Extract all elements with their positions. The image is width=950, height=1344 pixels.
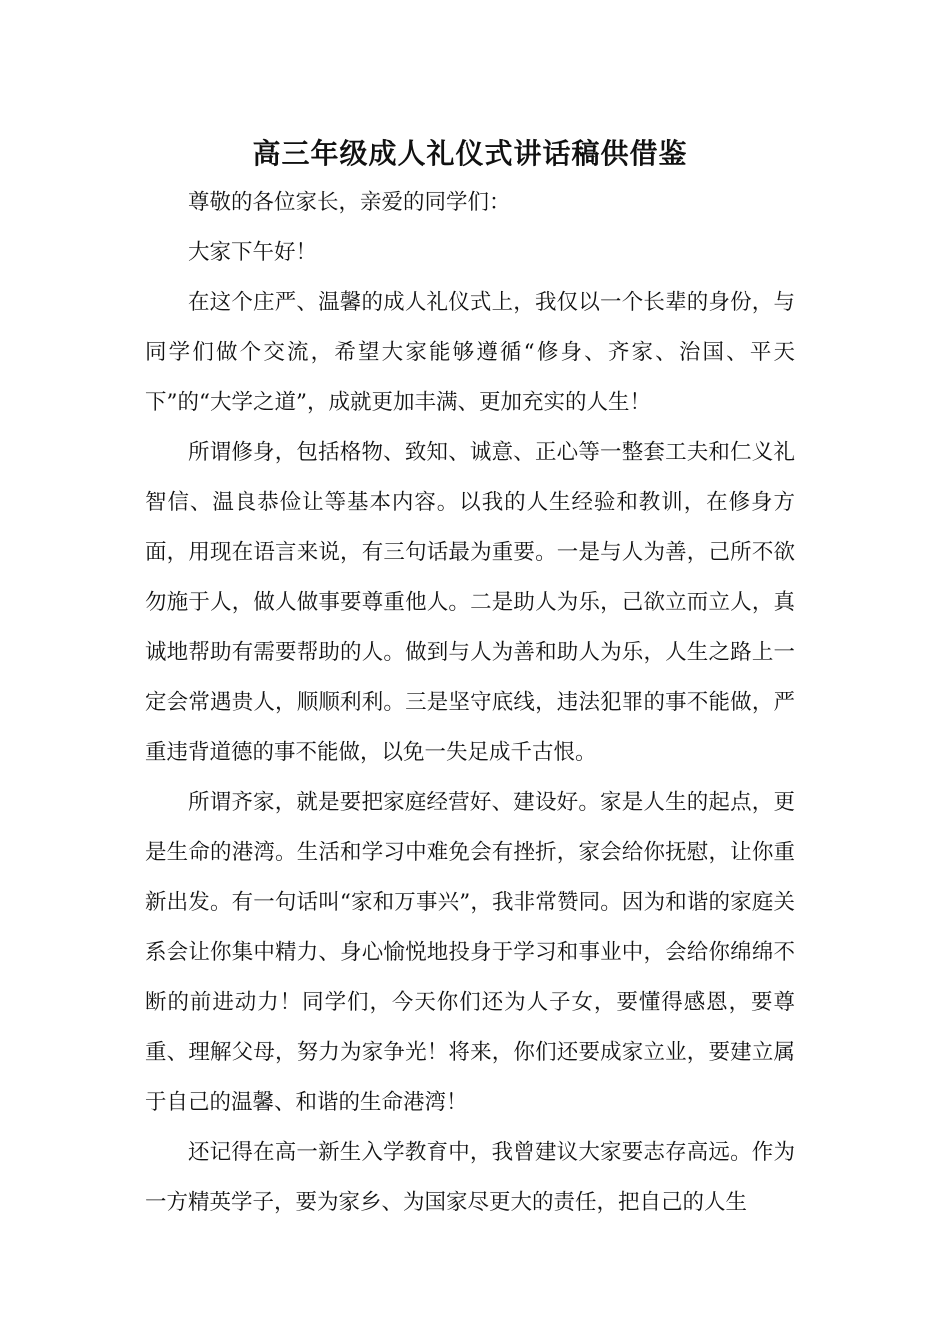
paragraph-greeting: 大家下午好！ [188,240,318,265]
paragraph-salutation: 尊敬的各位家长，亲爱的同学们： [188,190,511,215]
paragraph-family: 所谓齐家，就是要把家庭经营好、建设好。家是人生的起点，更是生命的港湾。生活和学习中难免会有挫折，家会给你抚慰，让你重新出发。有一句话叫“家和万事兴”，我非常赞同。因为和谐的家庭关系会让你集中精力、身心愉悦地投身于学习和事业中，会给你绵绵不断的前进动力！同学们，今天你们还为人子女，要懂得感恩，要尊重、理解父母，努力为家争光！将来，你们还要成家立业，要建立属于自己的温馨、和谐的生命港湾！ [145,790,795,1115]
paragraph-intro: 在这个庄严、温馨的成人礼仪式上，我仅以一个长辈的身份，与同学们做个交流，希望大家能够遵循“修身、齐家、治国、平天下”的“大学之道”，成就更加丰满、更加充实的人生！ [145,290,795,415]
document-title: 高三年级成人礼仪式讲话稿供借鉴 [252,137,688,170]
document-page [145,130,795,1228]
paragraph-self-cultivation: 所谓修身，包括格物、致知、诚意、正心等一整套工夫和仁义礼智信、温良恭俭让等基本内容。以我的人生经验和教训，在修身方面，用现在语言来说，有三句话最为重要。一是与人为善，己所不欲勿施于人，做人做事要尊重他人。二是助人为乐，己欲立而立人，真诚地帮助有需要帮助的人。做到与人为善和助人为乐，人生之路上一定会常遇贵人，顺顺利利。三是坚守底线，违法犯罪的事不能做，严重违背道德的事不能做，以免一失足成千古恨。 [145,440,795,765]
paragraph-aspiration: 还记得在高一新生入学教育中，我曾建议大家要志存高远。作为一方精英学子，要为家乡、为国家尽更大的责任，把自己的人生 [145,1140,795,1215]
